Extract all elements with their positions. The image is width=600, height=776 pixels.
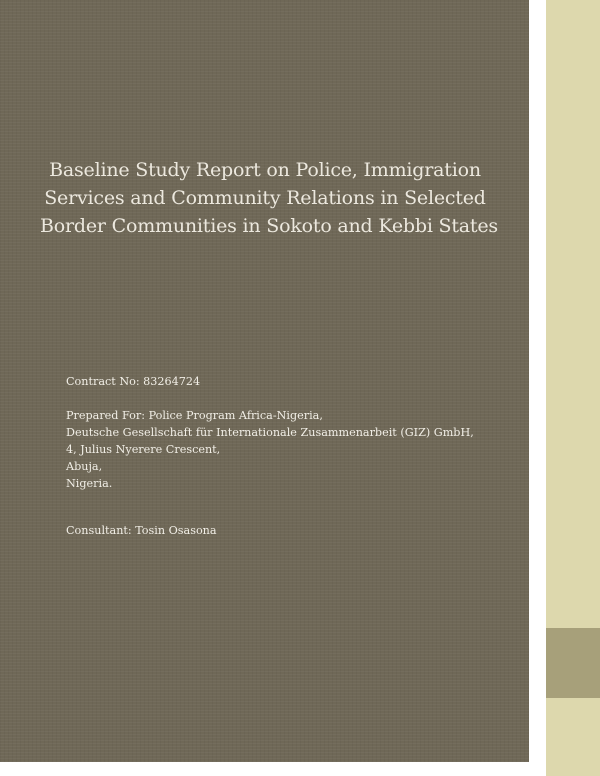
sidebar-accent-dark	[546, 628, 600, 698]
prepared-for-block	[66, 407, 506, 492]
prepared-for-line: Nigeria.	[66, 477, 113, 490]
report-title	[40, 156, 498, 240]
consultant-name: Consultant: Tosin Osasona	[66, 524, 217, 537]
spacer	[66, 390, 506, 407]
prepared-for-line: Abuja,	[66, 460, 103, 473]
prepared-for-line: Deutsche Gesellschaft für Internationale Zusammenarbeit (GIZ) GmbH,	[66, 426, 474, 439]
title-line: Border Communities in Sokoto and Kebbi States	[40, 215, 498, 237]
prepared-for-line: Prepared For: Police Program Africa-Nigeria,	[66, 409, 323, 422]
sidebar-accent-light-bottom	[546, 698, 600, 776]
title-line: Baseline Study Report on Police, Immigration	[49, 159, 481, 181]
title-line: Services and Community Relations in Selected	[44, 187, 486, 209]
contract-number: Contract No: 83264724	[66, 375, 201, 388]
spacer	[66, 492, 506, 522]
report-details	[66, 373, 506, 539]
prepared-for-line: 4, Julius Nyerere Crescent,	[66, 443, 221, 456]
sidebar-accent-light-top	[546, 0, 600, 628]
